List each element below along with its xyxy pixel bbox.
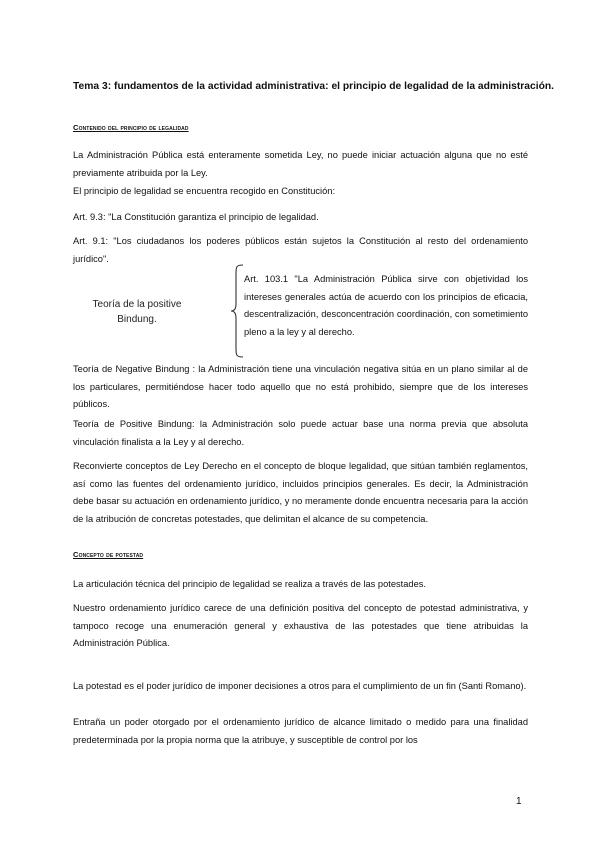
paragraph-administracion-sometida: La Administración Pública está enteramente sometida Ley, no puede iniciar actuación alguna que no esté previamente atribuida por la Ley. xyxy=(73,150,528,178)
art-103-quote: Art. 103.1 "La Administración Pública sirve con objetividad los intereses generales actúa de acuerdo con los principios de eficacia, descentralización, desconcentración coordinación, con sometimiento pleno a la ley y al derecho. xyxy=(244,274,528,337)
paragraph-entrana-poder: Entraña un poder otorgado por el ordenamiento jurídico de alcance limitado o medido para una finalidad predeterminada por la propia norma que la atribuye, y susceptible de control por los xyxy=(73,717,528,745)
paragraph-principio-recogido: El principio de legalidad se encuentra recogido en Constitución: xyxy=(73,186,336,196)
document-title: Tema 3: fundamentos de la actividad administrativa: el principio de legalidad de la administración. xyxy=(73,81,555,92)
paragraph-potestad-definicion: La potestad es el poder jurídico de imponer decisiones a otros para el cumplimiento de un fin (Santi Romano). xyxy=(73,681,527,691)
curly-brace-icon xyxy=(230,264,244,358)
paragraph-negative-bindung: Teoría de Negative Bindung : la Administración tiene una vinculación negativa sitúa en un plano similar al de los particulares, permitiéndose hacer todo aquello que no está prohibido, siempre que de los intereses públicos. xyxy=(73,364,528,409)
positive-bindung-label: Teoría de la positive Bindung. xyxy=(92,299,182,325)
section-heading-contenido: Contenido del principio de legalidad xyxy=(73,123,189,132)
paragraph-articulacion-tecnica: La articulación técnica del principio de legalidad se realiza a través de las potestades. xyxy=(73,579,426,589)
paragraph-art-9-1: Art. 9.1: "Los ciudadanos los poderes públicos están sujetos la Constitución al resto del ordenamiento jurídico". xyxy=(73,236,528,264)
paragraph-positive-bindung: Teoría de Positive Bindung: la Administración solo puede actuar base una norma previa que absoluta vinculación finalista a la Ley y al derecho. xyxy=(73,419,528,447)
section-heading-potestad: Concepto de potestad xyxy=(73,550,144,559)
paragraph-ordenamiento-carece: Nuestro ordenamiento jurídico carece de una definición positiva del concepto de potestad administrativa, y tampoco recoge una enumeración general y exhaustiva de las potestades que tiene atribuidas la Administración Pública. xyxy=(73,603,528,648)
paragraph-bloque-legalidad: Reconvierte conceptos de Ley Derecho en el concepto de bloque legalidad, que sitúan también reglamentos, así como las fuentes del ordenamiento jurídico, incluidos principios generales. Es decir, la Administración debe basar su actuación en ordenamiento jurídico, y no meramente donde encuentra necesaria para la acción de la atribución de concretas potestades, que delimitan el alcance de su competencia. xyxy=(73,461,528,524)
page-number: 1 xyxy=(516,796,522,807)
paragraph-art-9-3: Art. 9.3: "La Constitución garantiza el principio de legalidad. xyxy=(73,212,319,222)
